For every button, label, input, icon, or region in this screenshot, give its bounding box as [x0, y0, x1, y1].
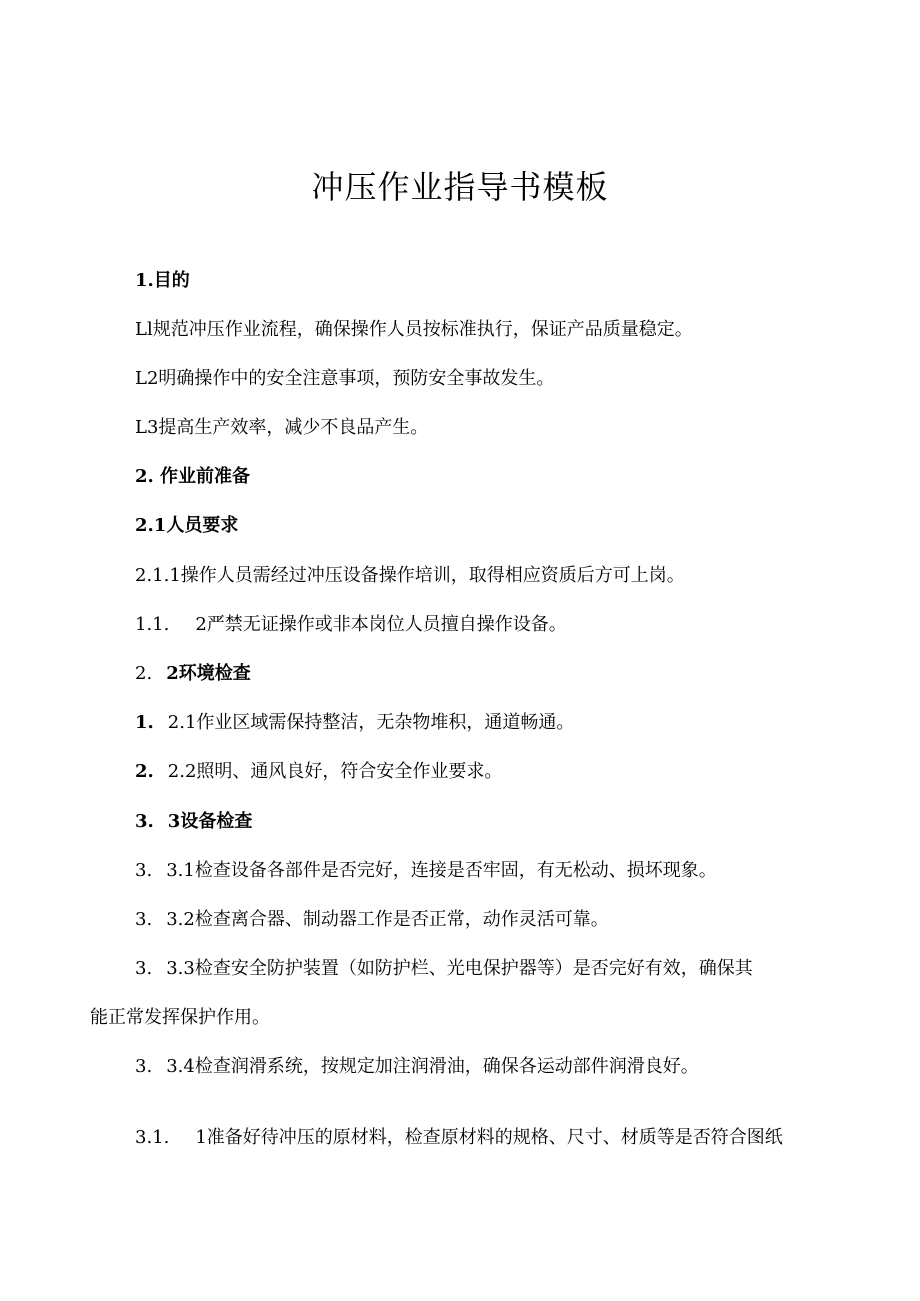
section-3-1-text: 1准备好待冲压的原材料，检查原材料的规格、尺寸、材质等是否符合图纸 — [195, 1127, 783, 1148]
section-2-3-title: 3设备检查 — [167, 811, 253, 832]
section-2-2-heading — [135, 660, 251, 688]
section-2-3-4-text: 3.4检查润滑系统，按规定加注润滑油，确保各运动部件润滑良好。 — [166, 1056, 699, 1077]
section-1-item-2: L2明确操作中的安全注意事项，预防安全事故发生。 — [135, 368, 555, 389]
section-3-1-line — [135, 1124, 783, 1152]
section-2-3-4-line — [135, 1053, 699, 1081]
section-2-1-2-line — [135, 611, 567, 639]
section-2-3-number: 3. — [135, 811, 154, 832]
section-2-2-1-number: 1. — [135, 712, 154, 733]
section-2-3-2-text: 3.2检查离合器、制动器工作是否正常，动作灵活可靠。 — [166, 909, 609, 930]
section-2-3-3-text: 3.3检查安全防护装置（如防护栏、光电保护器等）是否完好有效，确保其 — [166, 958, 753, 979]
section-2-2-number: 2. — [135, 663, 153, 684]
section-2-2-2-text: 2.2照明、通风良好，符合安全作业要求。 — [167, 761, 503, 782]
section-2-3-1-number: 3. — [135, 860, 153, 881]
section-2-3-3-number: 3. — [135, 958, 153, 979]
section-1-heading: 1.目的 — [135, 270, 190, 291]
section-2-3-1-text: 3.1检查设备各部件是否完好，连接是否牢固，有无松动、损坏现象。 — [166, 860, 717, 881]
document-title: 冲压作业指导书模板 — [311, 168, 609, 206]
section-3-1-number: 3.1. — [135, 1127, 170, 1148]
section-2-2-2-number: 2. — [135, 761, 154, 782]
section-2-3-3-first-line — [90, 955, 830, 983]
section-2-2-1-text: 2.1作业区域需保持整洁，无杂物堆积，通道畅通。 — [167, 712, 575, 733]
section-1-item-3: L3提高生产效率，减少不良品产生。 — [135, 417, 429, 438]
section-2-3-1-line — [135, 857, 717, 885]
section-2-3-4-number: 3. — [135, 1056, 153, 1077]
section-2-3-2-number: 3. — [135, 909, 153, 930]
section-2-1-heading: 2.1人员要求 — [135, 515, 239, 536]
section-2-1-2-number: 1.1. — [135, 614, 170, 635]
section-2-3-2-line — [135, 906, 609, 934]
section-2-heading: 2. 作业前准备 — [135, 466, 251, 487]
section-2-2-2-line — [135, 758, 502, 786]
section-2-3-3-paragraph — [90, 955, 830, 1032]
section-2-2-title: 2环境检查 — [166, 663, 251, 684]
section-2-3-heading — [135, 808, 252, 836]
section-2-3-3-continuation: 能正常发挥保护作用。 — [90, 1007, 270, 1028]
section-2-1-2-text: 2严禁无证操作或非本岗位人员擅自操作设备。 — [195, 614, 567, 635]
section-2-1-1-text: 2.1.1操作人员需经过冲压设备操作培训，取得相应资质后方可上岗。 — [135, 565, 685, 586]
section-1-item-1: Ll规范冲压作业流程，确保操作人员按标准执行，保证产品质量稳定。 — [135, 319, 693, 340]
section-2-2-1-line — [135, 709, 574, 737]
